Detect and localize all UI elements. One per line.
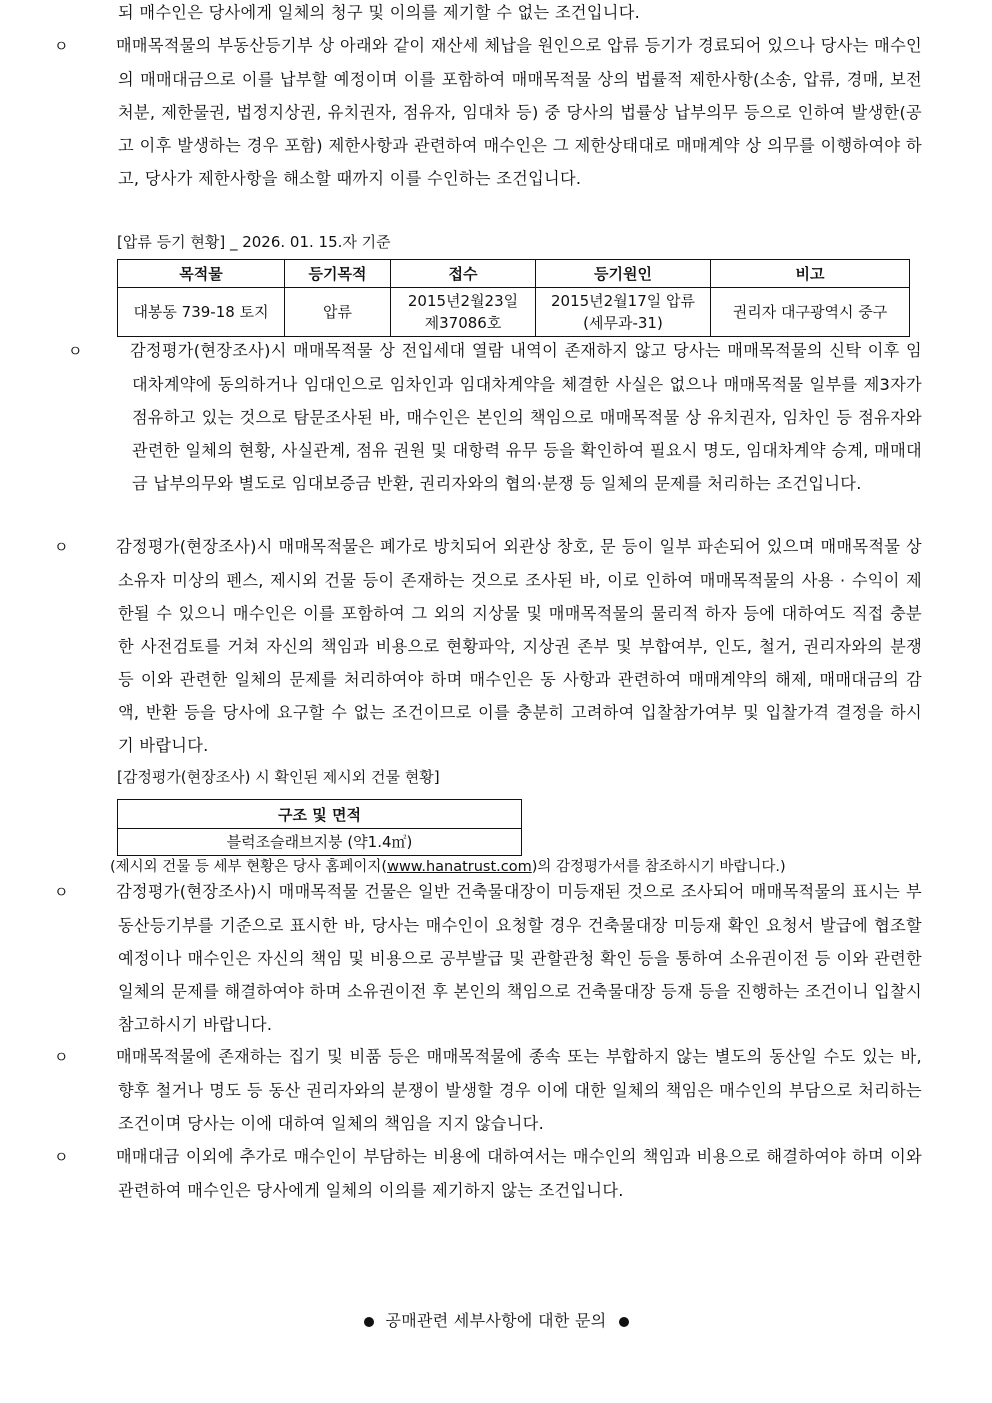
bullet-icon: ㅇ xyxy=(54,1048,69,1066)
bullet-icon: ㅇ xyxy=(54,538,69,556)
receipt-number: 제37086호 xyxy=(424,314,502,332)
table-header-cell: 구조 및 면적 xyxy=(118,800,522,829)
paragraph-building-register xyxy=(54,875,922,1041)
receipt-date: 2015년2월23일 xyxy=(407,292,519,310)
table-cell-purpose: 압류 xyxy=(285,288,391,337)
paragraph-text: 매매대금 이외에 추가로 매수인이 부담하는 비용에 대하여서는 매수인의 책임과 비용으로 해결하여야 하며 이와 관련하여 매수인은 당사에게 일체의 이의를 제기하지 않는 조건입니다. xyxy=(116,1147,922,1200)
building-table-caption: [감정평가(현장조사) 시 확인된 제시외 건물 현황] xyxy=(117,768,440,786)
table-header-cell: 등기목적 xyxy=(285,260,391,288)
table-header-row xyxy=(118,260,910,288)
table-header-cell: 접수 xyxy=(391,260,536,288)
table-header-cell: 등기원인 xyxy=(536,260,711,288)
bullet-icon: ㅇ xyxy=(68,342,83,360)
paragraph-text: 매매목적물에 존재하는 집기 및 비품 등은 매매목적물에 종속 또는 부합하지 않는 별도의 동산일 수도 있는 바, 향후 철거나 명도 등 동산 권리자와의 분쟁이 발생할 경우 이에 대한 일체의 책임은 매수인의 부담으로 처리하는 조건이며 당사는 이에 대하여 일체의 책임을 지지 않습니다. xyxy=(116,1047,922,1133)
paragraph-continuation: 되 매수인은 당사에게 일체의 청구 및 이의를 제기할 수 없는 조건입니다. xyxy=(118,3,641,22)
bullet-icon: ㅇ xyxy=(54,1148,69,1166)
bullet-icon: ㅇ xyxy=(54,883,69,901)
cause-department: (세무과-31) xyxy=(583,314,663,332)
table-cell-note: 권리자 대구광역시 중구 xyxy=(711,288,910,337)
table-row xyxy=(118,288,910,337)
building-table xyxy=(117,799,522,856)
inquiry-heading xyxy=(0,1308,992,1331)
table-cell-object: 대봉동 739-18 토지 xyxy=(118,288,285,337)
paragraph-text: 감정평가(현장조사)시 매매목적물은 폐가로 방치되어 외관상 창호, 문 등이 일부 파손되어 있으며 매매목적물 상 소유자 미상의 펜스, 제시외 건물 등이 존재하는 것으로 조사된 바, 이로 인하여 매매목적물의 사용 · 수익이 제한될 수 있으니 매수인은 이를 포함하여 그 외의 지상물 및 매매목적물의 물리적 하자 등에 대하여도 직접 충분한 사전검토를 거쳐 자신의 책임과 비용으로 현황파악, 지상권 존부 및 부합여부, 인도, 철거, 권리자와의 분쟁 등 이와 관련한 일체의 문제를 처리하여야 하며 매수인은 동 사항과 관련하여 매매계약의 해제, 매매대금의 감액, 반환 등을 당사에 요구할 수 없는 조건이므로 이를 충분히 고려하여 입찰참가여부 및 입찰가격 결정을 하시기 바랍니다. xyxy=(116,537,922,755)
bullet-dot-icon xyxy=(619,1317,629,1327)
homepage-link[interactable]: www.hanatrust.com xyxy=(387,859,532,875)
inquiry-heading-text: 공매관련 세부사항에 대한 문의 xyxy=(385,1311,607,1330)
paragraph-movable-property xyxy=(54,1040,922,1140)
bullet-icon: ㅇ xyxy=(54,37,69,55)
table-header-cell: 목적물 xyxy=(118,260,285,288)
seizure-table xyxy=(117,259,910,337)
seizure-table-caption: [압류 등기 현황] _ 2026. 01. 15.자 기준 xyxy=(117,233,391,251)
table-cell-receipt xyxy=(391,288,536,337)
note-suffix: )의 감정평가서를 참조하시기 바랍니다.) xyxy=(531,859,786,875)
table-cell-structure: 블럭조슬래브지붕 (약1.4㎡) xyxy=(118,829,522,856)
note-prefix: (제시외 건물 등 세부 현황은 당사 홈페이지( xyxy=(110,859,388,875)
table-row xyxy=(118,829,522,856)
table-header-row xyxy=(118,800,522,829)
paragraph-additional-costs xyxy=(54,1140,922,1207)
paragraph-physical-condition xyxy=(54,530,922,762)
table-cell-cause xyxy=(536,288,711,337)
paragraph-seizure-notice xyxy=(54,29,922,195)
table-header-cell: 비고 xyxy=(711,260,910,288)
paragraph-occupancy xyxy=(68,334,922,500)
paragraph-text: 감정평가(현장조사)시 매매목적물 건물은 일반 건축물대장이 미등재된 것으로 조사되어 매매목적물의 표시는 부동산등기부를 기준으로 표시한 바, 당사는 매수인이 요청할 경우 건축물대장 미등재 확인 요청서 발급에 협조할 예정이나 매수인은 자신의 책임 및 비용으로 공부발급 및 관할관청 확인 등을 통하여 소유권이전 등 이와 관련한 일체의 문제를 해결하여야 하며 소유권이전 후 본인의 책임으로 건축물대장 등재 등을 진행하는 조건이니 입찰시 참고하시기 바랍니다. xyxy=(116,882,922,1034)
paragraph-text: 감정평가(현장조사)시 매매목적물 상 전입세대 열람 내역이 존재하지 않고 당사는 매매목적물의 신탁 이후 임대차계약에 동의하거나 임대인으로 임차인과 임대차계약을 체결한 사실은 없으나 매매목적물 일부를 제3자가 점유하고 있는 것으로 탐문조사된 바, 매수인은 본인의 책임으로 매매목적물 상 유치권자, 임차인 등 점유자와 관련한 일체의 현황, 사실관계, 점유 권원 및 대항력 유무 등을 확인하여 필요시 명도, 임대차계약 승계, 매매대금 납부의무와 별도로 임대보증금 반환, 권리자와의 협의·분쟁 등 일체의 문제를 처리하는 조건입니다. xyxy=(130,341,922,493)
homepage-reference-note xyxy=(110,857,786,877)
bullet-dot-icon xyxy=(364,1317,374,1327)
paragraph-text: 매매목적물의 부동산등기부 상 아래와 같이 재산세 체납을 원인으로 압류 등기가 경료되어 있으나 당사는 매수인의 매매대금으로 이를 납부할 예정이며 이를 포함하여 매매목적물 상의 법률적 제한사항(소송, 압류, 경매, 보전처분, 제한물권, 법정지상권, 유치권자, 점유자, 임대차 등) 중 당사의 법률상 납부의무 등으로 인하여 발생한(공고 이후 발생하는 경우 포함) 제한사항과 관련하여 매수인은 그 제한상태대로 매매계약 상 의무를 이행하여야 하고, 당사가 제한사항을 해소할 때까지 이를 수인하는 조건입니다. xyxy=(116,36,922,188)
cause-date: 2015년2월17일 압류 xyxy=(550,292,696,310)
